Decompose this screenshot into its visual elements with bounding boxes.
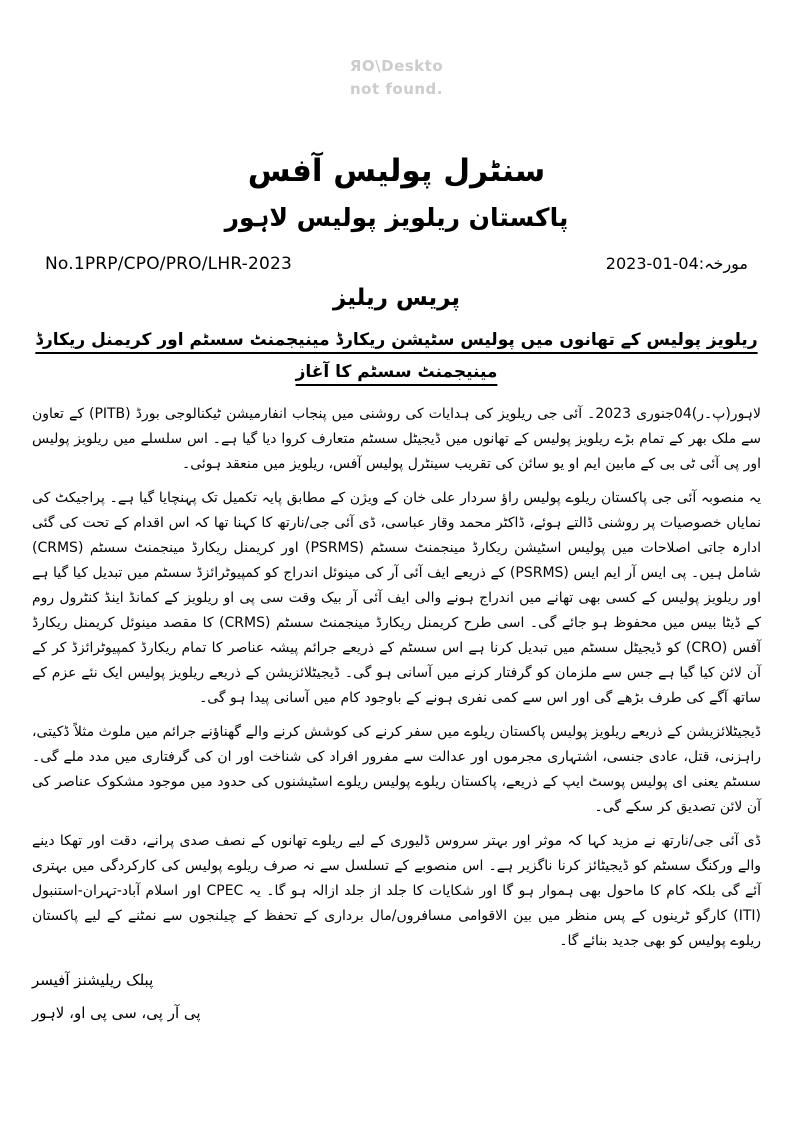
document-date: مورخہ:04-01-2023 xyxy=(605,254,748,273)
letterhead xyxy=(0,148,793,238)
body-paragraph-1: لاہور(پ۔ر)04جنوری 2023۔ آئی جی ریلویز کی ہدایات کی روشنی میں پنجاب انفارمیشن ٹیکنالوجی بورڈ (PITB) کے تعاون سے ملک بھر کے تمام بڑے ریلویز پولیس کے تھانوں میں ڈیجیٹل سسٹم متعارف کروا دیا گیا ہے۔ اس سلسلے میں ریلویز پولیس اور پی آئی ٹی بی کے مابین ایم او یو سائن کی تقریب سینٹرل پولیس آفس، ریلویز میں منعقد ہوئی۔ xyxy=(32,406,761,472)
headline: ریلویز پولیس کے تھانوں میں پولیس سٹیشن ریکارڈ مینیجمنٹ سسٹم اور کریمنل ریکارڈ مینیجمنٹ سسٹم کا آغاز xyxy=(35,330,758,382)
org-title-line-1: سنٹرل پولیس آفس xyxy=(247,153,546,189)
signature-title: پبلک ریلیشنز آفیسر xyxy=(32,971,154,989)
press-release-heading: پریس ریلیز xyxy=(332,285,461,311)
missing-image-placeholder-line-2: not found. xyxy=(349,80,443,98)
body-paragraph-2: یہ منصوبہ آئی جی پاکستان ریلوے پولیس راؤ سردار علی خان کے ویژن کے مطابق پایہ تکمیل تک پہنچایا گیا ہے۔ پراجیکٹ کی نمایاں خصوصیات پر روشنی ڈالتے ہوئے، ڈاکٹر محمد وقار عباسی، ڈی آئی جی/نارتھ کا کہنا تھا کہ اس اقدام کے تحت کی گئی ادارہ جاتی اصلاحات میں پولیس اسٹیشن ریکارڈ مینجمنٹ سسٹم (PSRMS) اور کریمنل ریکارڈ مینجمنٹ سسٹم (CRMS) شامل ہیں۔ پی ایس آر ایم ایس (PSRMS) کے ذریعے ایف آئی آر کی مینوئل اندراج کو کمپیوٹرائزڈ سسٹم میں تبدیل کیا گیا ہے اور ریلویز پولیس کے کسی بھی تھانے میں اندراج ہونے والی ایف آئی آر بیک وقت سی پی او ریلویز کے کمانڈ اینڈ کنٹرول روم کے ڈیٹا بیس میں محفوظ ہو جائے گی۔ اسی طرح کریمنل ریکارڈ مینجمنٹ سسٹم (CRMS) کا مقصد مینوئل کریمنل ریکارڈ آفس (CRO) کو ڈیجیٹل سسٹم میں تبدیل کرنا ہے اس سسٹم کے ذریعے جرائم پیشہ عناصر کا تمام ریکارڈ کمپیوٹرائزڈ کر کے آن لائن کیا گیا ہے جس سے ملزمان کو گرفتار کرنے میں آسانی ہو گی۔ ڈیجیٹلائزیشن کے ذریعے ریلویز پولیس ایک نئے عزم کے ساتھ آگے کی طرف بڑھے گی اور اس سے کمی نفری ہونے کے باوجود کام میں آسانی پیدا ہو گی۔ xyxy=(32,490,762,706)
signature-office: پی آر پی، سی پی او، لاہور xyxy=(32,1004,201,1022)
reference-number: No.1PRP/CPO/PRO/LHR-2023 xyxy=(45,254,293,274)
reference-row xyxy=(45,254,748,274)
org-title-line-2: پاکستان ریلویز پولیس لاہور xyxy=(224,203,569,232)
body-paragraph-4: ڈی آئی جی/نارتھ نے مزید کہا کہ موثر اور بہتر سروس ڈلیوری کے لیے ریلوے تھانوں کے نصف صدی پرانے، دقت اور تھکا دینے والے ورکنگ سسٹم کو ڈیجیٹائز کرنا ناگزیر ہے۔ اس منصوبے کے تسلسل سے نہ صرف ریلوے پولیس کی کارکردگی میں بہتری آئے گی بلکہ کام کا ماحول بھی ہموار ہو گا اور شکایات کا جلد از جلد ازالہ ہو گا۔ یہ CPEC اور اسلام آباد-تہران-استنبول (ITI) کارگو ٹرینوں کے پس منظر میں بین الاقوامی مسافروں/مال برداری کے تحفظ کے چیلنجوں سے نمٹنے کے لیے پاکستان ریلوے پولیس کو بھی جدید بنائے گا۔ xyxy=(32,833,761,949)
body-paragraph-3: ڈیجیٹلائزیشن کے ذریعے ریلویز پولیس پاکستان ریلوے میں سفر کرنے کی کوشش کرنے والے گھناؤنے جرائم میں ملوث مثلاً ڈکیتی، راہزنی، قتل، عادی جنسی، اشتہاری مجرموں اور عدالت سے مفرور افراد کی شناخت اور ان کی گرفتاری میں مدد ملے گی۔ سسٹم یعنی ای پولیس پوسٹ ایپ کے ذریعے، پاکستان ریلوے پولیس ریلوے اسٹیشنوں کی حدود میں موجود مشکوک عناصر کی آن لائن تصدیق کر سکے گی۔ xyxy=(32,724,761,815)
missing-image-placeholder-line-1: ЯO\Deskto xyxy=(349,57,444,75)
missing-image-placeholder xyxy=(0,55,793,101)
body-text xyxy=(32,402,761,954)
signature-block xyxy=(32,964,761,1030)
